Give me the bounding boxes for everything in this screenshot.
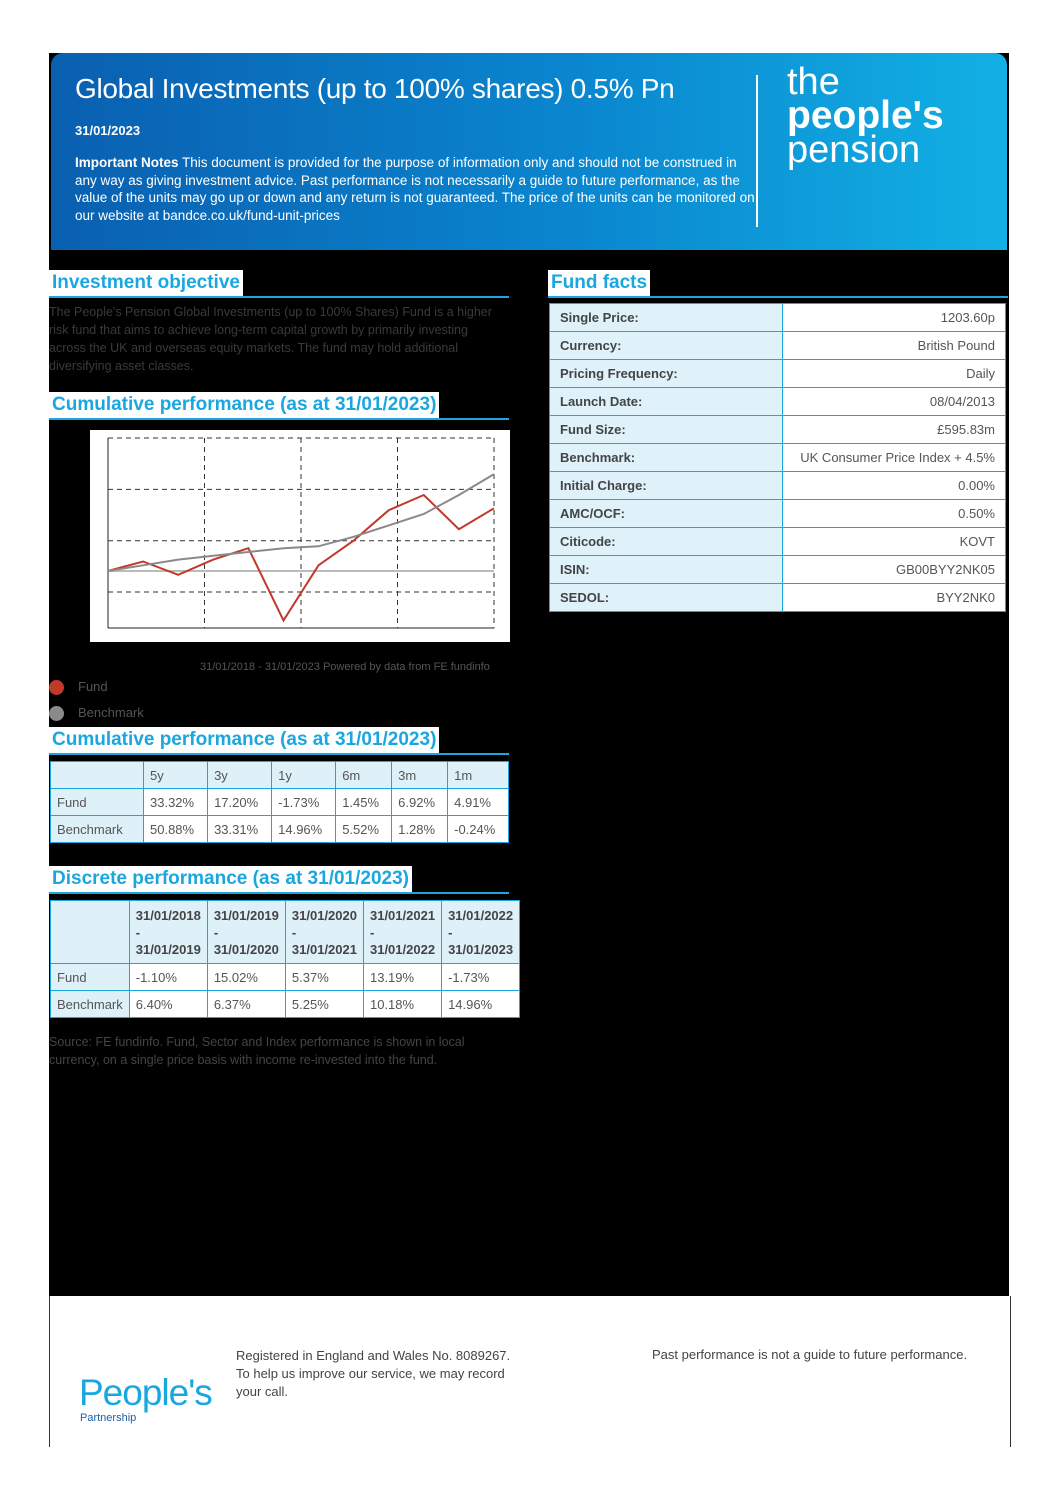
fund-facts-table — [549, 303, 1006, 612]
notes-text: This document is provided for the purpose of information only and should not be construed in any way as giving investment advice. Past performance is not necessarily a guide to future performance, as the value of the units may go up or down and any return is not guaranteed. The price of the units can be monitored on our website at bandce.co.uk/fund-unit-prices — [75, 155, 755, 223]
header-cell: 1m — [448, 762, 509, 789]
date-sep: - — [213, 924, 219, 940]
chart-caption: 31/01/2018 - 31/01/2023 Powered by data from FE fundinfo — [200, 661, 490, 673]
legend-benchmark-label: Benchmark — [78, 705, 144, 720]
peoples-partnership-logo: People's — [79, 1372, 212, 1413]
fund-fact-value: 0.50% — [783, 500, 1006, 528]
header-cell — [129, 901, 207, 964]
important-notes — [75, 154, 755, 224]
discrete-table-heading — [49, 866, 509, 894]
header-cell — [442, 901, 520, 964]
fund-fact-value: UK Consumer Price Index + 4.5% — [783, 444, 1006, 472]
registered-line-1: Registered in England and Wales No. 8089267. — [236, 1348, 511, 1363]
fund-fact-value: 0.00% — [783, 472, 1006, 500]
logo-line-2: people's — [787, 94, 944, 137]
cumulative-performance-chart — [90, 430, 510, 642]
heading-text: Fund facts — [548, 270, 650, 296]
fund-facts-heading — [548, 270, 1008, 298]
investment-objective-heading — [49, 270, 509, 298]
heading-text: Discrete performance (as at 31/01/2023) — [49, 866, 412, 892]
legend-fund-label: Fund — [78, 679, 108, 694]
date-from: 31/01/2022 — [448, 907, 514, 923]
fund-fact-value: BYY2NK0 — [783, 584, 1006, 612]
date-sep: - — [135, 924, 141, 940]
header-cell: 5y — [144, 762, 208, 789]
legend-benchmark — [49, 705, 144, 721]
fund-fact-label: SEDOL: — [550, 584, 783, 612]
header-cell — [363, 901, 441, 964]
fund-fact-label: Benchmark: — [550, 444, 783, 472]
table-cell: 4.91% — [448, 789, 509, 816]
table-cell: 33.31% — [208, 816, 272, 843]
notes-label: Important Notes — [75, 155, 179, 170]
fund-fact-row — [550, 360, 1006, 388]
table-row — [51, 964, 520, 991]
fund-fact-label: ISIN: — [550, 556, 783, 584]
header-cell — [51, 901, 130, 964]
fund-fact-row — [550, 556, 1006, 584]
header-divider — [756, 75, 758, 227]
heading-text: Investment objective — [49, 270, 243, 296]
table-row — [51, 789, 509, 816]
table-cell: -0.24% — [448, 816, 509, 843]
table-cell: 6.40% — [129, 991, 207, 1018]
fund-fact-label: Pricing Frequency: — [550, 360, 783, 388]
fund-fact-label: Single Price: — [550, 304, 783, 332]
date-to: 31/01/2022 — [369, 941, 436, 957]
fund-fact-value: British Pound — [783, 332, 1006, 360]
table-cell: 13.19% — [363, 964, 441, 991]
fund-fact-label: Initial Charge: — [550, 472, 783, 500]
table-cell: 50.88% — [144, 816, 208, 843]
table-cell: 1.45% — [336, 789, 392, 816]
benchmark-dot-icon — [49, 706, 64, 721]
report-date: 31/01/2023 — [75, 123, 141, 138]
registered-info — [236, 1347, 510, 1401]
fund-fact-label: Fund Size: — [550, 416, 783, 444]
heading-text: Cumulative performance (as at 31/01/2023) — [49, 392, 439, 418]
date-sep: - — [369, 924, 375, 940]
footer-disclaimer: Past performance is not a guide to future performance. — [652, 1347, 968, 1362]
fund-fact-label: AMC/OCF: — [550, 500, 783, 528]
fund-fact-label: Launch Date: — [550, 388, 783, 416]
logo-line-1: the — [787, 61, 840, 103]
date-sep: - — [448, 924, 453, 940]
header-cell — [285, 901, 363, 964]
fund-dot-icon — [49, 680, 64, 695]
table-cell: 5.25% — [285, 991, 363, 1018]
table-row — [51, 816, 509, 843]
fund-fact-row — [550, 332, 1006, 360]
cumulative-table-heading — [49, 727, 509, 755]
page-title: Global Investments (up to 100% shares) 0.5% Pn — [75, 73, 675, 104]
table-cell: -1.10% — [129, 964, 207, 991]
fund-fact-label: Citicode: — [550, 528, 783, 556]
cumulative-chart-heading — [49, 392, 509, 420]
table-cell: 5.37% — [285, 964, 363, 991]
fund-fact-row — [550, 444, 1006, 472]
investment-objective-text: The People's Pension Global Investments (up to 100% Shares) Fund is a higher risk fund that aims to achieve long-term capital growth by primarily investing across the UK and overseas equity markets. The fund may hold additional diversifying asset classes. — [49, 305, 492, 373]
header-cell — [51, 762, 144, 789]
date-to: 31/01/2019 — [135, 941, 201, 957]
table-cell: 17.20% — [208, 789, 272, 816]
source-note: Source: FE fundinfo. Fund, Sector and Index performance is shown in local currency, on a single price basis with income re-invested into the fund. — [49, 1035, 465, 1067]
date-to: 31/01/2023 — [448, 941, 514, 957]
header-cell: 3m — [392, 762, 448, 789]
date-from: 31/01/2018 — [135, 907, 201, 923]
date-from: 31/01/2019 — [213, 907, 279, 923]
fund-fact-row — [550, 304, 1006, 332]
fund-fact-value: £595.83m — [783, 416, 1006, 444]
row-label: Fund — [51, 964, 130, 991]
table-cell: 33.32% — [144, 789, 208, 816]
header-cell — [207, 901, 285, 964]
header-cell: 6m — [336, 762, 392, 789]
fund-fact-row — [550, 472, 1006, 500]
header-banner — [51, 53, 1007, 250]
table-cell: 14.96% — [272, 816, 336, 843]
table-cell: 5.52% — [336, 816, 392, 843]
date-from: 31/01/2020 — [291, 907, 357, 923]
registered-line-3: your call. — [236, 1384, 289, 1399]
fund-fact-value: 08/04/2013 — [783, 388, 1006, 416]
date-sep: - — [291, 924, 297, 940]
table-header-row — [51, 762, 509, 789]
fund-fact-row — [550, 416, 1006, 444]
peoples-pension-logo — [787, 61, 944, 171]
registered-line-2: To help us improve our service, we may record — [236, 1366, 505, 1381]
date-from: 31/01/2021 — [369, 907, 436, 923]
fund-fact-value: GB00BYY2NK05 — [783, 556, 1006, 584]
row-label: Benchmark — [51, 991, 130, 1018]
header-cell: 3y — [208, 762, 272, 789]
heading-text: Cumulative performance (as at 31/01/2023) — [49, 727, 439, 753]
fund-fact-row — [550, 528, 1006, 556]
cumulative-performance-table — [50, 761, 509, 843]
discrete-performance-table — [50, 900, 520, 1018]
row-label: Fund — [51, 789, 144, 816]
fund-fact-label: Currency: — [550, 332, 783, 360]
fund-fact-row — [550, 584, 1006, 612]
fund-fact-value: KOVT — [783, 528, 1006, 556]
table-cell: 10.18% — [363, 991, 441, 1018]
table-header-row — [51, 901, 520, 964]
table-row — [51, 991, 520, 1018]
chart-plot-background — [90, 430, 510, 642]
date-to: 31/01/2021 — [291, 941, 357, 957]
table-cell: -1.73% — [442, 964, 520, 991]
table-cell: 6.37% — [207, 991, 285, 1018]
peoples-partnership-logo-sub: Partnership — [80, 1412, 137, 1424]
fund-fact-value: Daily — [783, 360, 1006, 388]
legend-fund — [49, 679, 108, 695]
date-to: 31/01/2020 — [213, 941, 279, 957]
header-cell: 1y — [272, 762, 336, 789]
fund-fact-row — [550, 388, 1006, 416]
fund-fact-value: 1203.60p — [783, 304, 1006, 332]
fund-fact-row — [550, 500, 1006, 528]
table-cell: 14.96% — [442, 991, 520, 1018]
table-cell: -1.73% — [272, 789, 336, 816]
table-cell: 15.02% — [207, 964, 285, 991]
row-label: Benchmark — [51, 816, 144, 843]
logo-line-3: pension — [787, 129, 921, 171]
table-cell: 1.28% — [392, 816, 448, 843]
table-cell: 6.92% — [392, 789, 448, 816]
